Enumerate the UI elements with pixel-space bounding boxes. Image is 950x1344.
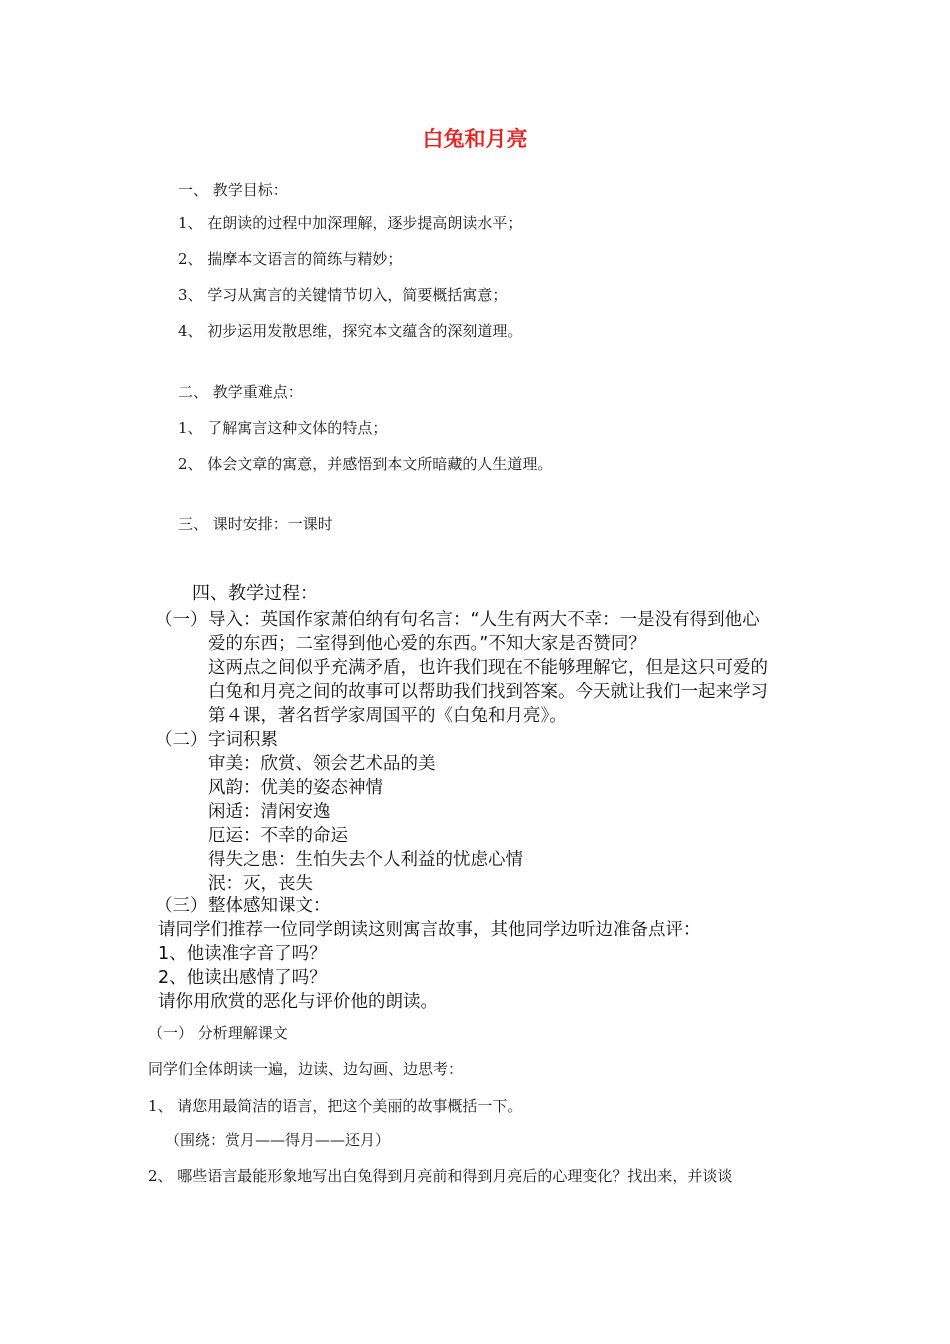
objective-item: 1、 在朗读的过程中加深理解，逐步提高朗读水平；	[178, 214, 523, 232]
perception-line: 请同学们推荐一位同学朗读这则寓言故事，其他同学边听边准备点评：	[158, 920, 701, 940]
perception-line: 请你用欣赏的恶化与评价他的朗读。	[158, 992, 438, 1012]
intro-line: 这两点之间似乎充满矛盾，也许我们现在不能够理解它，但是这只可爱的	[208, 658, 768, 678]
vocab-item: 风韵：优美的姿态神情	[208, 778, 383, 798]
intro-line: 导入：英国作家萧伯纳有句名言：“人生有两大不幸：一是没有得到他心	[208, 610, 760, 630]
vocab-item: 闲适：清闲安逸	[208, 802, 331, 822]
analysis-line: （围绕：赏月——得月——还月）	[165, 1131, 391, 1149]
vocab-item: 泯：灭，丧失	[208, 874, 313, 894]
section-heading-difficulties: 二、 教学重难点：	[178, 383, 303, 401]
vocab-item: 审美：欣赏、领会艺术品的美	[208, 754, 436, 774]
intro-line: 第４课，著名哲学家周国平的《白兔和月亮》。	[208, 706, 567, 726]
intro-line: 爱的东西；二室得到他心爱的东西。”不知大家是否赞同？	[208, 634, 646, 654]
step-label-intro: （一）	[155, 610, 208, 630]
section-heading-objectives: 一、 教学目标：	[178, 181, 288, 199]
vocab-heading: 字词积累	[208, 730, 278, 750]
vocab-item: 得失之患：生怕失去个人利益的忧虑心情	[208, 850, 523, 870]
step-label-perception: （三）	[155, 896, 208, 916]
perception-heading: 整体感知课文：	[208, 896, 331, 916]
analysis-line: 2、 哪些语言最能形象地写出白兔得到月亮前和得到月亮后的心理变化？找出来，并谈谈	[148, 1167, 733, 1185]
section-heading-process: 四、教学过程：	[192, 583, 318, 604]
vocab-item: 厄运：不幸的命运	[208, 826, 348, 846]
objective-item: 2、 揣摩本文语言的简练与精妙；	[178, 250, 403, 268]
perception-line: 1、他读准字音了吗？	[158, 944, 327, 964]
perception-line: 2、他读出感情了吗？	[158, 968, 327, 988]
objective-item: 4、 初步运用发散思维，探究本文蕴含的深刻道理。	[178, 322, 523, 340]
intro-line: 白兔和月亮之间的故事可以帮助我们找到答案。今天就让我们一起来学习	[208, 682, 768, 702]
document-title: 白兔和月亮	[422, 127, 528, 151]
step-label-vocab: （二）	[155, 730, 208, 750]
analysis-line: 1、 请您用最简洁的语言，把这个美丽的故事概括一下。	[148, 1097, 523, 1115]
objective-item: 3、 学习从寓言的关键情节切入，简要概括寓意；	[178, 286, 508, 304]
difficulty-item: 2、 体会文章的寓意，并感悟到本文所暗藏的人生道理。	[178, 455, 553, 473]
difficulty-item: 1、 了解寓言这种文体的特点；	[178, 419, 388, 437]
section-heading-schedule: 三、 课时安排：一课时	[178, 515, 333, 533]
analysis-line: 同学们全体朗读一遍，边读、边勾画、边思考：	[148, 1060, 464, 1078]
section-heading-analysis: （一） 分析理解课文	[148, 1024, 288, 1042]
